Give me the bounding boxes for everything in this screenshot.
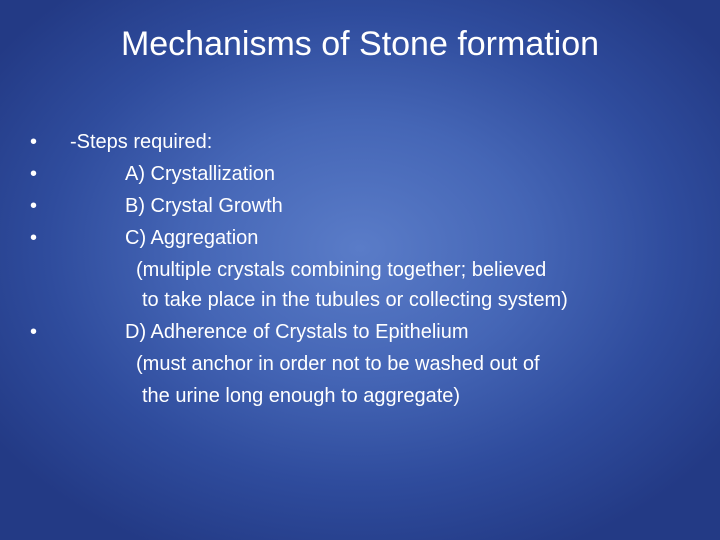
adherence-note-line-2: the urine long enough to aggregate): [142, 385, 461, 407]
aggregation-note-line-1: (multiple crystals combining together; believed: [136, 259, 547, 281]
bullet-marker: •: [30, 321, 38, 343]
step-aggregation: C) Aggregation: [125, 227, 259, 249]
bullet-marker: •: [30, 131, 38, 153]
steps-heading: -Steps required:: [70, 131, 213, 153]
step-crystal-growth: B) Crystal Growth: [125, 195, 283, 217]
bullet-marker: •: [30, 163, 38, 185]
slide-title: Mechanisms of Stone formation: [120, 25, 600, 63]
aggregation-note-line-2: to take place in the tubules or collecting system): [142, 289, 568, 311]
adherence-note-line-1: (must anchor in order not to be washed out of: [136, 353, 540, 375]
bullet-marker: •: [30, 195, 38, 217]
bullet-marker: •: [30, 227, 38, 249]
step-crystallization: A) Crystallization: [125, 163, 276, 185]
step-adherence: D) Adherence of Crystals to Epithelium: [125, 321, 469, 343]
